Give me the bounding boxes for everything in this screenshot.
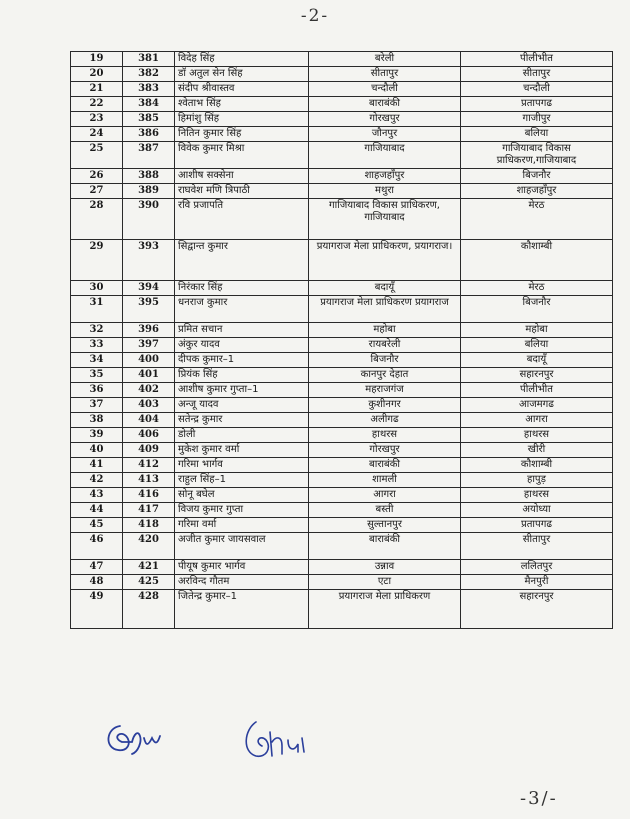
rank-number-cell: 382: [123, 67, 175, 82]
officer-name-cell: अरविन्द गौतम: [175, 575, 309, 590]
new-posting-cell: बदायूँ: [461, 353, 613, 368]
current-posting-cell: बदायूँ: [309, 281, 461, 296]
current-posting-cell: बाराबंकी: [309, 458, 461, 473]
serial-number-cell: 24: [71, 127, 123, 142]
officer-name-cell: डॉ अतुल सेन सिंह: [175, 67, 309, 82]
officer-name-cell: हिमांशु सिंह: [175, 112, 309, 127]
serial-number-cell: 20: [71, 67, 123, 82]
officer-name-cell: नितिन कुमार सिंह: [175, 127, 309, 142]
table-row: [71, 413, 613, 428]
serial-number-cell: 47: [71, 560, 123, 575]
officer-name-cell: श्वेताभ सिंह: [175, 97, 309, 112]
rank-number-cell: 413: [123, 473, 175, 488]
table-row: [71, 240, 613, 281]
current-posting-cell: गाजियाबाद विकास प्राधिकरण, गाजियाबाद: [309, 199, 461, 240]
new-posting-cell: प्रतापगढ: [461, 97, 613, 112]
serial-number-cell: 37: [71, 398, 123, 413]
officer-name-cell: प्रियंक सिंह: [175, 368, 309, 383]
new-posting-cell: हापुड़: [461, 473, 613, 488]
serial-number-cell: 25: [71, 142, 123, 169]
rank-number-cell: 394: [123, 281, 175, 296]
current-posting-cell: बाराबंकी: [309, 97, 461, 112]
serial-number-cell: 23: [71, 112, 123, 127]
rank-number-cell: 386: [123, 127, 175, 142]
officer-name-cell: पीयूष कुमार भार्गव: [175, 560, 309, 575]
new-posting-cell: पीलीभीत: [461, 383, 613, 398]
rank-number-cell: 401: [123, 368, 175, 383]
table-row: [71, 184, 613, 199]
serial-number-cell: 48: [71, 575, 123, 590]
rank-number-cell: 388: [123, 169, 175, 184]
officer-name-cell: विजय कुमार गुप्ता: [175, 503, 309, 518]
serial-number-cell: 42: [71, 473, 123, 488]
current-posting-cell: शामली: [309, 473, 461, 488]
current-posting-cell: बाराबंकी: [309, 533, 461, 560]
new-posting-cell: सीतापुर: [461, 533, 613, 560]
transfer-table: [70, 51, 613, 629]
rank-number-cell: 383: [123, 82, 175, 97]
current-posting-cell: प्रयागराज मेला प्राधिकरण प्रयागराज: [309, 296, 461, 323]
current-posting-cell: एटा: [309, 575, 461, 590]
table-row: [71, 338, 613, 353]
transfer-table-body: [71, 52, 613, 629]
rank-number-cell: 384: [123, 97, 175, 112]
new-posting-cell: आगरा: [461, 413, 613, 428]
rank-number-cell: 390: [123, 199, 175, 240]
table-row: [71, 112, 613, 127]
new-posting-cell: महोबा: [461, 323, 613, 338]
table-row: [71, 82, 613, 97]
new-posting-cell: शाहजहाँपुर: [461, 184, 613, 199]
new-posting-cell: बलिया: [461, 127, 613, 142]
signature-1: [98, 712, 168, 760]
serial-number-cell: 49: [71, 590, 123, 629]
table-row: [71, 560, 613, 575]
serial-number-cell: 32: [71, 323, 123, 338]
current-posting-cell: गोरखपुर: [309, 112, 461, 127]
table-row: [71, 518, 613, 533]
table-row: [71, 590, 613, 629]
current-posting-cell: कानपुर देहात: [309, 368, 461, 383]
officer-name-cell: रवि प्रजापति: [175, 199, 309, 240]
table-row: [71, 428, 613, 443]
table-row: [71, 398, 613, 413]
serial-number-cell: 34: [71, 353, 123, 368]
rank-number-cell: 389: [123, 184, 175, 199]
officer-name-cell: विदेह सिंह: [175, 52, 309, 67]
new-posting-cell: खीरी: [461, 443, 613, 458]
current-posting-cell: प्रयागराज मेला प्राधिकरण, प्रयागराज।: [309, 240, 461, 281]
rank-number-cell: 409: [123, 443, 175, 458]
rank-number-cell: 402: [123, 383, 175, 398]
new-posting-cell: अयोध्या: [461, 503, 613, 518]
table-row: [71, 353, 613, 368]
officer-name-cell: दीपक कुमार–1: [175, 353, 309, 368]
current-posting-cell: सुल्तानपुर: [309, 518, 461, 533]
rank-number-cell: 404: [123, 413, 175, 428]
table-row: [71, 52, 613, 67]
serial-number-cell: 36: [71, 383, 123, 398]
rank-number-cell: 385: [123, 112, 175, 127]
current-posting-cell: कुशीनगर: [309, 398, 461, 413]
current-posting-cell: प्रयागराज मेला प्राधिकरण: [309, 590, 461, 629]
new-posting-cell: गाजियाबाद विकास प्राधिकरण,गाजियाबाद: [461, 142, 613, 169]
serial-number-cell: 43: [71, 488, 123, 503]
new-posting-cell: सीतापुर: [461, 67, 613, 82]
current-posting-cell: महोबा: [309, 323, 461, 338]
rank-number-cell: 396: [123, 323, 175, 338]
table-row: [71, 169, 613, 184]
new-posting-cell: प्रतापगढ: [461, 518, 613, 533]
rank-number-cell: 387: [123, 142, 175, 169]
table-row: [71, 533, 613, 560]
serial-number-cell: 22: [71, 97, 123, 112]
current-posting-cell: बरेली: [309, 52, 461, 67]
serial-number-cell: 40: [71, 443, 123, 458]
new-posting-cell: पीलीभीत: [461, 52, 613, 67]
current-posting-cell: बिजनौर: [309, 353, 461, 368]
rank-number-cell: 400: [123, 353, 175, 368]
new-posting-cell: बलिया: [461, 338, 613, 353]
officer-name-cell: राघवेश मणि त्रिपाठी: [175, 184, 309, 199]
current-posting-cell: मथुरा: [309, 184, 461, 199]
officer-name-cell: मुकेश कुमार वर्मा: [175, 443, 309, 458]
table-row: [71, 473, 613, 488]
current-posting-cell: चन्दौली: [309, 82, 461, 97]
table-row: [71, 383, 613, 398]
table-row: [71, 458, 613, 473]
serial-number-cell: 45: [71, 518, 123, 533]
serial-number-cell: 35: [71, 368, 123, 383]
table-row: [71, 323, 613, 338]
new-posting-cell: सहारनपुर: [461, 368, 613, 383]
table-row: [71, 127, 613, 142]
serial-number-cell: 41: [71, 458, 123, 473]
officer-name-cell: आशीष कुमार गुप्ता–1: [175, 383, 309, 398]
officer-name-cell: सोनू बघेल: [175, 488, 309, 503]
table-row: [71, 443, 613, 458]
officer-name-cell: सतेन्द्र कुमार: [175, 413, 309, 428]
signature-2: [236, 712, 316, 764]
new-posting-cell: हाथरस: [461, 428, 613, 443]
officer-name-cell: विवेक कुमार मिश्रा: [175, 142, 309, 169]
table-row: [71, 368, 613, 383]
officer-name-cell: धनराज कुमार: [175, 296, 309, 323]
rank-number-cell: 416: [123, 488, 175, 503]
current-posting-cell: रायबरेली: [309, 338, 461, 353]
current-posting-cell: उन्नाव: [309, 560, 461, 575]
current-posting-cell: जौनपुर: [309, 127, 461, 142]
current-posting-cell: महराजगंज: [309, 383, 461, 398]
table-row: [71, 142, 613, 169]
rank-number-cell: 395: [123, 296, 175, 323]
table-row: [71, 281, 613, 296]
page-number-bottom: -3/-: [520, 788, 558, 809]
officer-name-cell: गरिमा भार्गव: [175, 458, 309, 473]
rank-number-cell: 418: [123, 518, 175, 533]
table-row: [71, 199, 613, 240]
officer-name-cell: राहुल सिंह–1: [175, 473, 309, 488]
serial-number-cell: 31: [71, 296, 123, 323]
officer-name-cell: अंकुर यादव: [175, 338, 309, 353]
rank-number-cell: 420: [123, 533, 175, 560]
rank-number-cell: 428: [123, 590, 175, 629]
rank-number-cell: 406: [123, 428, 175, 443]
rank-number-cell: 397: [123, 338, 175, 353]
rank-number-cell: 381: [123, 52, 175, 67]
serial-number-cell: 33: [71, 338, 123, 353]
current-posting-cell: सीतापुर: [309, 67, 461, 82]
table-row: [71, 503, 613, 518]
current-posting-cell: शाहजहाँपुर: [309, 169, 461, 184]
current-posting-cell: बस्ती: [309, 503, 461, 518]
serial-number-cell: 26: [71, 169, 123, 184]
table-row: [71, 97, 613, 112]
rank-number-cell: 393: [123, 240, 175, 281]
rank-number-cell: 421: [123, 560, 175, 575]
table-row: [71, 575, 613, 590]
current-posting-cell: हाथरस: [309, 428, 461, 443]
new-posting-cell: बिजनौर: [461, 169, 613, 184]
rank-number-cell: 412: [123, 458, 175, 473]
new-posting-cell: कौशाम्बी: [461, 458, 613, 473]
serial-number-cell: 44: [71, 503, 123, 518]
new-posting-cell: मेरठ: [461, 199, 613, 240]
table-row: [71, 67, 613, 82]
serial-number-cell: 46: [71, 533, 123, 560]
officer-name-cell: संदीप श्रीवास्तव: [175, 82, 309, 97]
table-row: [71, 296, 613, 323]
rank-number-cell: 425: [123, 575, 175, 590]
serial-number-cell: 30: [71, 281, 123, 296]
officer-name-cell: सिद्वान्त कुमार: [175, 240, 309, 281]
current-posting-cell: गोरखपुर: [309, 443, 461, 458]
new-posting-cell: ललितपुर: [461, 560, 613, 575]
serial-number-cell: 39: [71, 428, 123, 443]
serial-number-cell: 21: [71, 82, 123, 97]
new-posting-cell: मैनपुरी: [461, 575, 613, 590]
new-posting-cell: बिजनौर: [461, 296, 613, 323]
officer-name-cell: प्रमित सचान: [175, 323, 309, 338]
serial-number-cell: 27: [71, 184, 123, 199]
officer-name-cell: निरंकार सिंह: [175, 281, 309, 296]
new-posting-cell: चन्दौली: [461, 82, 613, 97]
officer-name-cell: आशीष सक्सेना: [175, 169, 309, 184]
current-posting-cell: गाजियाबाद: [309, 142, 461, 169]
rank-number-cell: 417: [123, 503, 175, 518]
new-posting-cell: हाथरस: [461, 488, 613, 503]
officer-name-cell: जितेन्द्र कुमार–1: [175, 590, 309, 629]
officer-name-cell: अन्जू यादव: [175, 398, 309, 413]
new-posting-cell: मेरठ: [461, 281, 613, 296]
page-number-top: -2-: [300, 6, 330, 26]
officer-name-cell: अजीत कुमार जायसवाल: [175, 533, 309, 560]
new-posting-cell: कौशाम्बी: [461, 240, 613, 281]
officer-name-cell: गरिमा वर्मा: [175, 518, 309, 533]
table-row: [71, 488, 613, 503]
current-posting-cell: आगरा: [309, 488, 461, 503]
rank-number-cell: 403: [123, 398, 175, 413]
serial-number-cell: 28: [71, 199, 123, 240]
serial-number-cell: 29: [71, 240, 123, 281]
new-posting-cell: सहारनपुर: [461, 590, 613, 629]
serial-number-cell: 19: [71, 52, 123, 67]
serial-number-cell: 38: [71, 413, 123, 428]
new-posting-cell: आजमगढ: [461, 398, 613, 413]
officer-name-cell: डोली: [175, 428, 309, 443]
current-posting-cell: अलीगढ: [309, 413, 461, 428]
new-posting-cell: गाजीपुर: [461, 112, 613, 127]
